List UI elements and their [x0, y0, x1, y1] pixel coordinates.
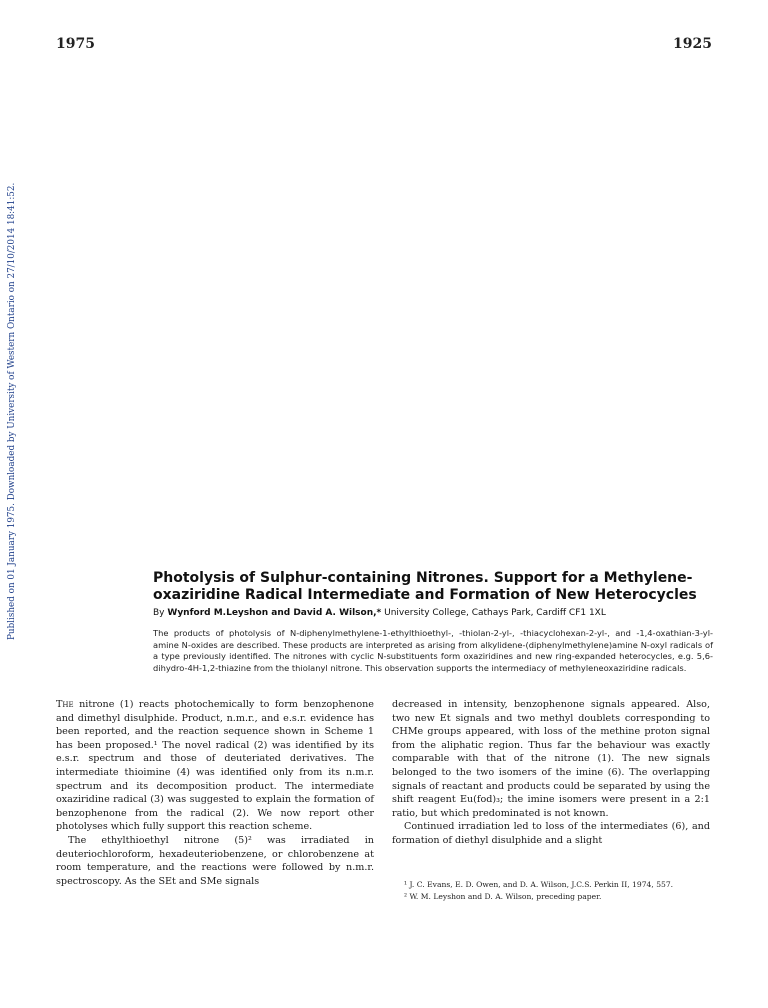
footnote-2: ² W. M. Leyshon and D. A. Wilson, preceding paper.: [404, 891, 602, 901]
body-paragraph: [56, 698, 374, 834]
publication-notice: Published on 01 January 1975. Downloaded by University of Western Ontario on 27/10/2014 18:41:52.: [7, 182, 17, 640]
body-column-right: [392, 698, 710, 848]
lead-word: The: [56, 699, 74, 710]
author-names: Wynford M.Leyshon and David A. Wilson,*: [167, 608, 382, 618]
author-by: By: [153, 608, 165, 618]
body-paragraph: decreased in intensity, benzophenone signals appeared. Also, two new Et signals and two methyl doublets corresponding to CHMe groups appeared, with loss of the methine proton signal from the aliphatic region. Thus far the behaviour was exactly comparable with that of the nitrone (1). The new signals belonged to the two isomers of the imine (6). The overlapping signals of reactant and products could be separated by using the shift reagent Eu(fod)₃; the imine isomers were present in a 2:1 ratio, but which predominated is not known.: [392, 699, 710, 819]
page-year: 1975: [56, 36, 95, 52]
body-paragraph: Continued irradiation led to loss of the intermediates (6), and formation of diethyl disulphide and a slight: [392, 821, 710, 846]
abstract: The products of photolysis of N-diphenylmethylene-1-ethylthioethyl-, -thiolan-2-yl-, -thiacyclohexan-2-yl-, and -1,4-oxathian-3-yl-amine N-oxides are described. These products are interpreted as arising from alkylidene-(diphenylmethylene)amine N-oxyl radicals of a type previously identified. The nitrones with cyclic N-substituents form oxaziridines and new ring-expanded heterocycles, e.g. 5,6-dihydro-4H-1,2-thiazine from the thiolanyl nitrone. This observation supports the intermediacy of methyleneoxaziridine radicals.: [153, 628, 713, 673]
paragraph-text: nitrone (1) reacts photochemically to form benzophenone and dimethyl disulphide. Product, n.m.r., and e.s.r. evidence has been reported, and the reaction sequence shown in Scheme 1 has been proposed.¹ The novel radical (2) was identified by its e.s.r. spectrum and those of deuteriated derivatives. The intermediate thioimine (4) was identified only from its n.m.r. spectrum and its decomposition product. The intermediate oxaziridine radical (3) was suggested to explain the formation of benzophenone from the radical (2). We now report other photolyses which fully support this reaction scheme.: [56, 699, 374, 833]
body-paragraph: The ethylthioethyl nitrone (5)² was irradiated in deuteriochloroform, hexadeuteriobenzene, or chlorobenzene at room temperature, and the reactions were followed by n.m.r. spectroscopy. As the SEt and SMe signals: [56, 834, 374, 887]
author-line: [153, 608, 713, 618]
body-column-left: [56, 698, 374, 888]
author-affiliation: University College, Cathays Park, Cardiff CF1 1XL: [384, 608, 606, 618]
footnotes: [392, 880, 710, 903]
page-number: 1925: [673, 36, 712, 52]
article-title: Photolysis of Sulphur-containing Nitrones. Support for a Methylene-oxaziridine Radical Intermediate and Formation of New Heterocycles: [153, 570, 697, 603]
footnote-1: ¹ J. C. Evans, E. D. Owen, and D. A. Wilson, J.C.S. Perkin II, 1974, 557.: [404, 880, 674, 889]
